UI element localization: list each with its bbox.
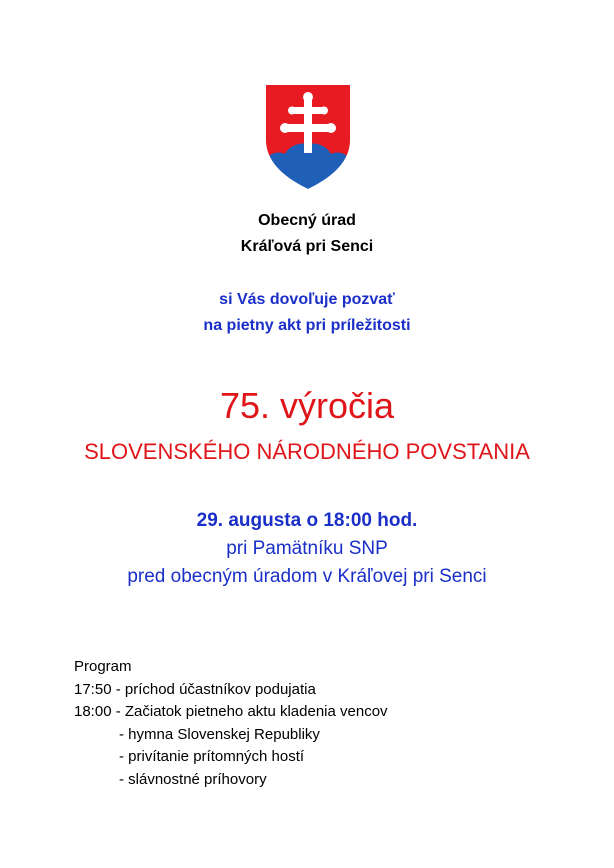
anniversary-heading: 75. výročia (219, 385, 395, 426)
invitation-line-1: si Vás dovoľuje pozvať (219, 291, 395, 308)
event-place-2: pred obecným úradom v Kráľovej pri Senci (127, 566, 487, 587)
event-date-time: 29. augusta o 18:00 hod. (196, 510, 418, 531)
program-subitem: - slávnostné príhovory (119, 770, 267, 788)
program-subitem: - hymna Slovenskej Republiky (119, 725, 320, 743)
event-place-1: pri Pamätníku SNP (226, 538, 388, 559)
program-subitem: - privítanie prítomných hostí (119, 748, 305, 765)
slovak-coat-of-arms-icon (263, 82, 353, 192)
program-item: 17:50 - príchod účastníkov podujatia (74, 680, 316, 698)
program-section (74, 656, 388, 791)
invitation-line-2: na pietny akt pri príležitosti (203, 317, 411, 334)
village-name: Kráľová pri Senci (240, 238, 374, 255)
program-item: 18:00 - Začiatok pietneho aktu kladenia vencov (74, 703, 388, 720)
uprising-title: SLOVENSKÉHO NÁRODNÉHO POVSTANIA (84, 439, 530, 464)
program-heading: Program (74, 658, 132, 675)
office-name: Obecný úrad (258, 212, 356, 229)
